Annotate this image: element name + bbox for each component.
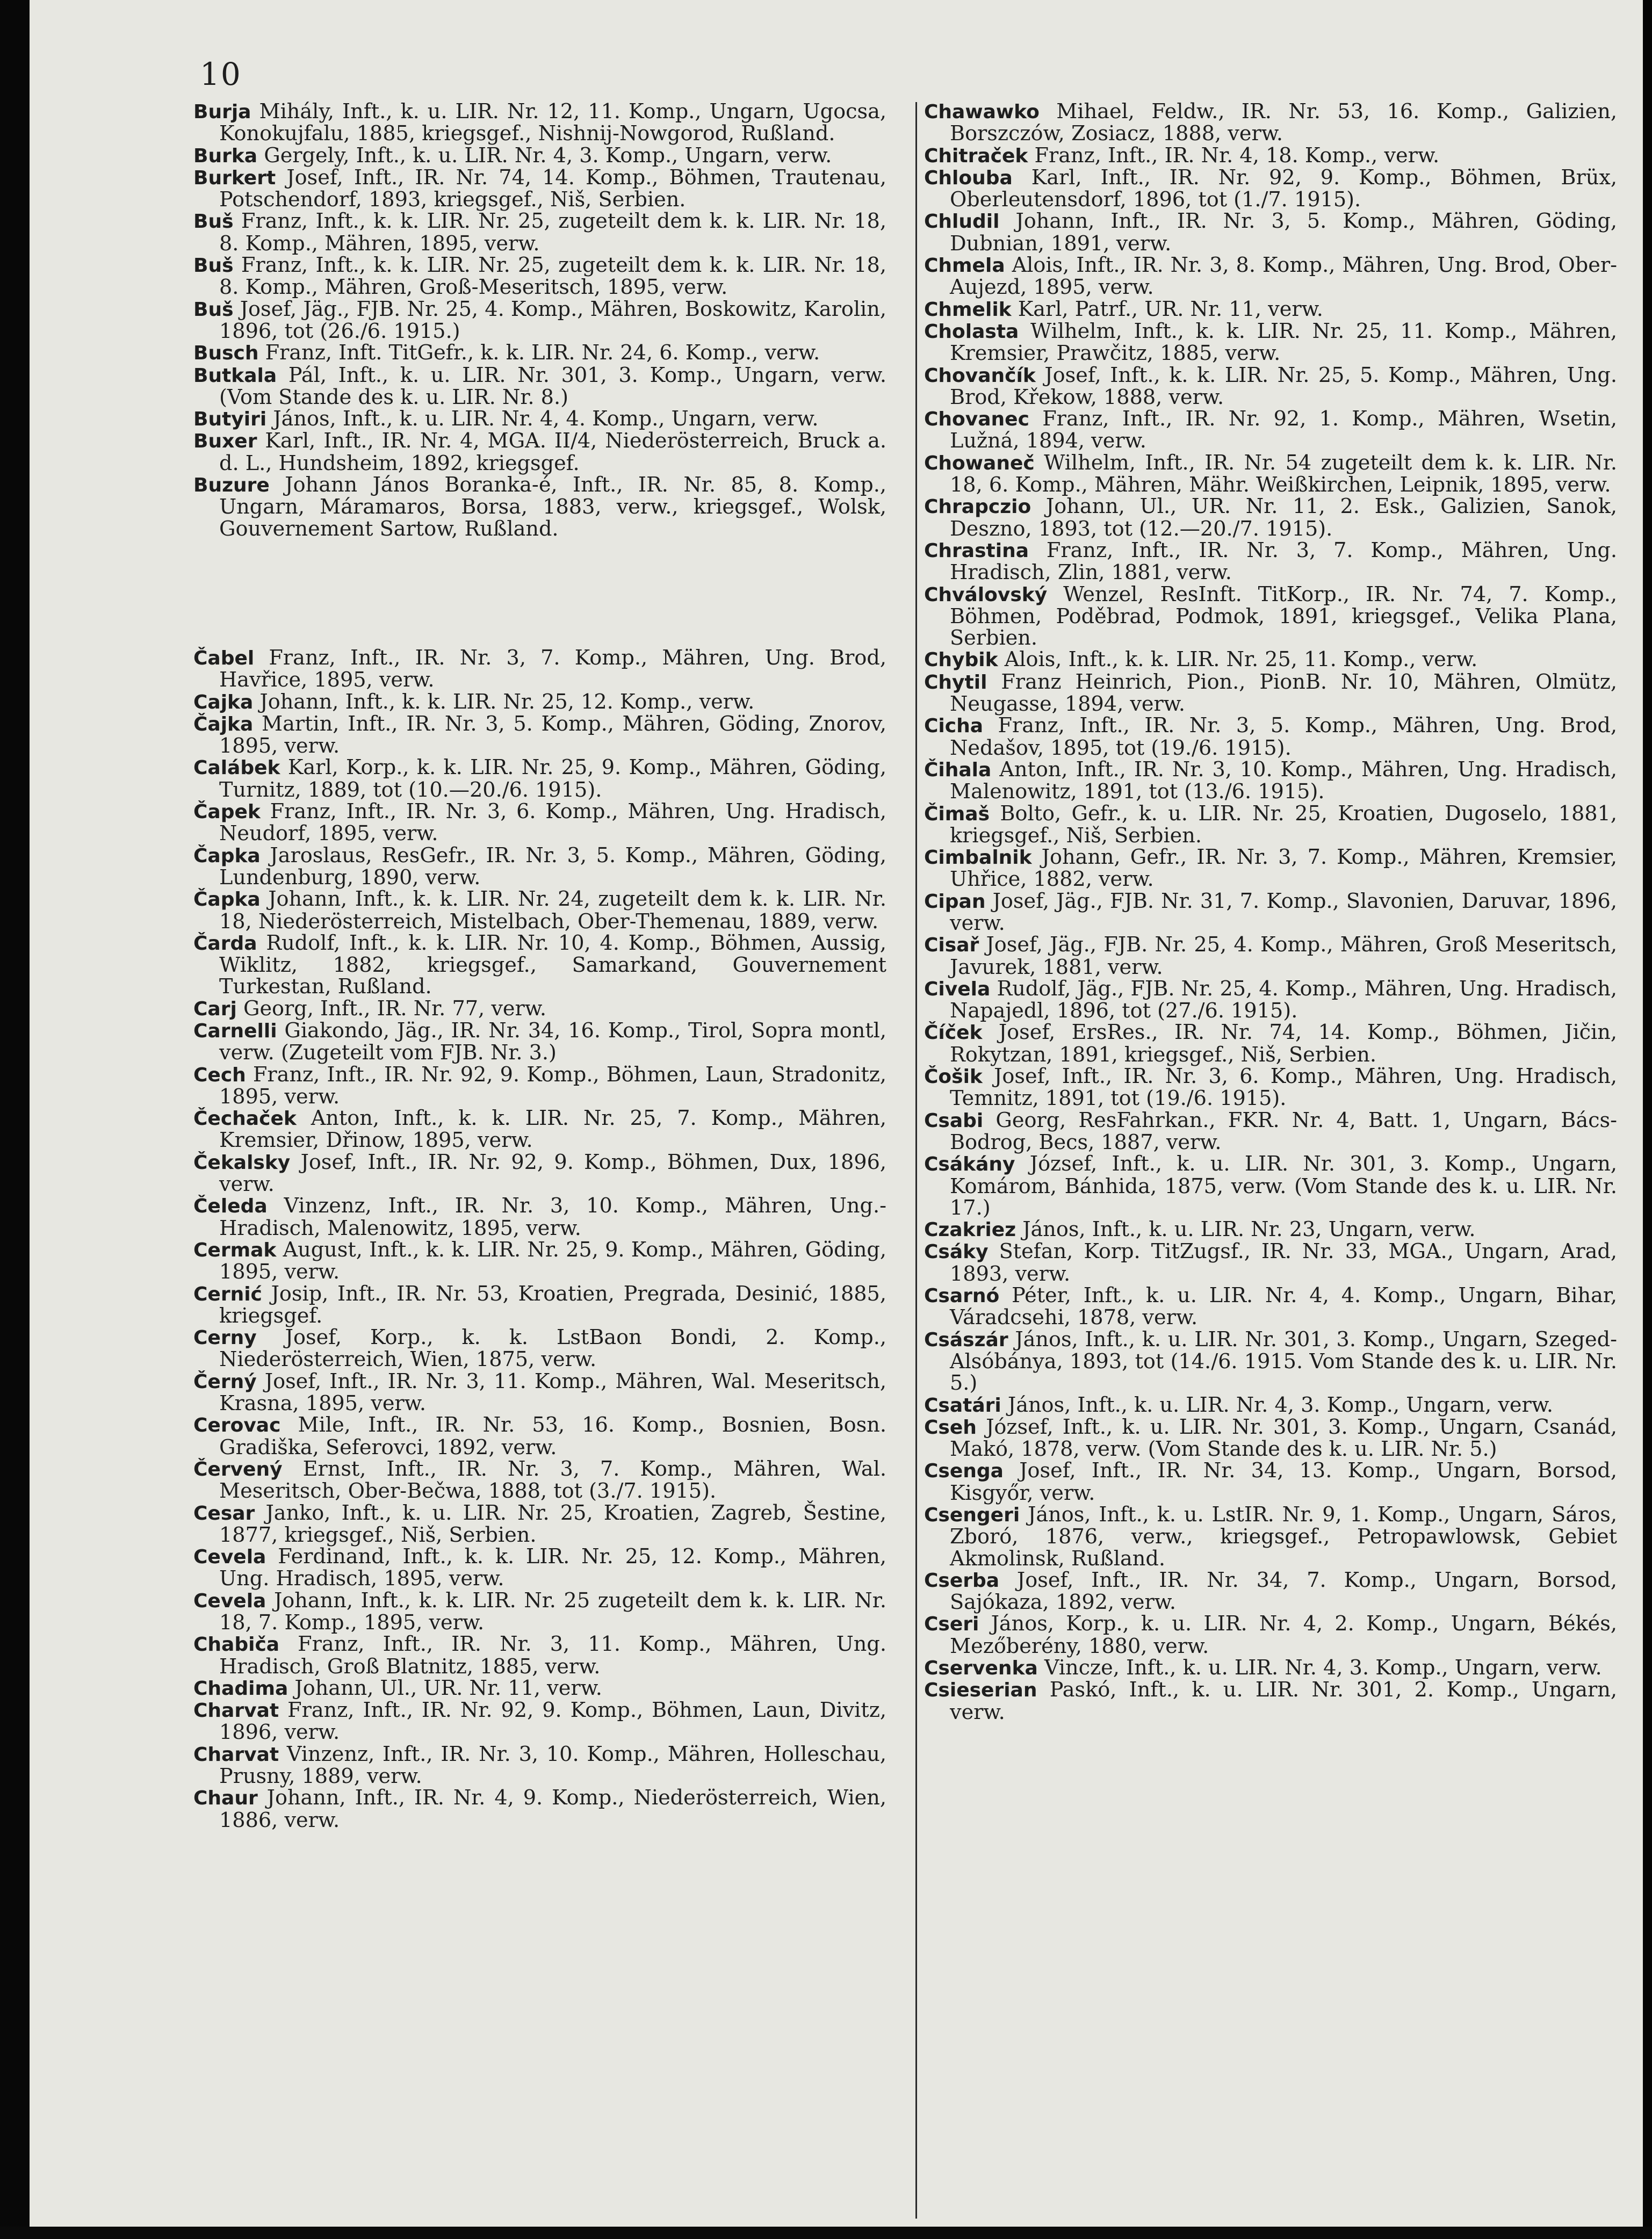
entry-details: Josef, Korp., k. k. LstBaon Bondi, 2. Komp., Niederösterreich, Wien, 1875, verw. xyxy=(219,1326,886,1372)
entry-surname: Csatári xyxy=(924,1394,1001,1417)
entry-surname: Csieserian xyxy=(924,1679,1037,1702)
entry-details: Josef, Inft., k. k. LIR. Nr. 25, 5. Komp., Mähren, Ung. Brod, Křekow, 1888, verw. xyxy=(950,363,1617,409)
entry-details: Karl, Patrf., UR. Nr. 11, verw. xyxy=(1011,297,1323,321)
register-entry xyxy=(193,1744,886,1788)
entry-group-c xyxy=(193,647,886,1831)
entry-surname: Charvat xyxy=(193,1743,279,1766)
register-entry xyxy=(193,145,886,167)
entry-surname: Czakriez xyxy=(924,1219,1016,1241)
register-entry xyxy=(924,167,1617,211)
register-entry xyxy=(193,299,886,343)
entry-details: Stefan, Korp. TitZugsf., IR. Nr. 33, MGA., Ungarn, Arad, 1893, verw. xyxy=(950,1240,1617,1286)
entry-surname: Csenga xyxy=(924,1460,1004,1483)
register-entry xyxy=(924,365,1617,409)
entry-details: Josef, Jäg., FJB. Nr. 31, 7. Komp., Slavonien, Daruvar, 1896, verw. xyxy=(950,889,1617,935)
entry-surname: Čošik xyxy=(924,1066,983,1088)
register-entry xyxy=(193,845,886,889)
entry-surname: Charvat xyxy=(193,1700,279,1722)
register-entry xyxy=(924,1219,1617,1241)
entry-details: Johann, Gefr., IR. Nr. 3, 7. Komp., Mähren, Kremsier, Uhřice, 1882, verw. xyxy=(950,846,1617,892)
entry-surname: Čekalsky xyxy=(193,1151,291,1174)
register-entry xyxy=(193,1546,886,1590)
register-entry xyxy=(924,496,1617,540)
entry-details: Martin, Inft., IR. Nr. 3, 5. Komp., Mähren, Göding, Znorov, 1895, verw. xyxy=(219,712,886,759)
entry-details: Gergely, Inft., k. u. LIR. Nr. 4, 3. Komp., Ungarn, verw. xyxy=(257,143,832,168)
scan-border-left xyxy=(0,0,30,2239)
entry-surname: Cipan xyxy=(924,890,986,913)
register-entry xyxy=(924,803,1617,847)
register-entry xyxy=(193,1503,886,1547)
entry-surname: Butyiri xyxy=(193,408,267,431)
entry-details: Franz, Inft., k. k. LIR. Nr. 25, zugeteilt dem k. k. LIR. Nr. 18, 8. Komp., Mähren, Groß-Meseritsch, 1895, verw. xyxy=(219,254,886,300)
entry-details: Johann, Inft., k. k. LIR. Nr. 25, 12. Komp., verw. xyxy=(253,690,755,714)
register-entry xyxy=(193,1283,886,1327)
entry-surname: Buš xyxy=(193,255,234,277)
entry-details: Karl, Inft., IR. Nr. 92, 9. Komp., Böhmen, Brüx, Oberleutensdorf, 1896, tot (1./7. 1915). xyxy=(950,165,1617,212)
entry-surname: Csákány xyxy=(924,1153,1015,1176)
register-entry xyxy=(193,691,886,713)
entry-details: Josef, Inft., IR. Nr. 34, 13. Komp., Ungarn, Borsod, Kisgyőr, verw. xyxy=(950,1459,1617,1505)
register-entry xyxy=(193,430,886,474)
entry-surname: Civela xyxy=(924,978,991,1000)
entry-details: Janko, Inft., k. u. LIR. Nr. 25, Kroatien, Zagreb, Šestine, 1877, kriegsgef., Niš, Serbien. xyxy=(219,1501,886,1547)
entry-surname: Chovančík xyxy=(924,364,1036,387)
entry-details: Vinzenz, Inft., IR. Nr. 3, 10. Komp., Mähren, Holleschau, Prusny, 1889, verw. xyxy=(219,1742,886,1789)
register-entry xyxy=(924,1395,1617,1417)
register-entry xyxy=(924,671,1617,716)
left-column xyxy=(193,101,886,1831)
entry-details: Mile, Inft., IR. Nr. 53, 16. Komp., Bosnien, Bosn. Gradiška, Seferovci, 1892, verw. xyxy=(219,1413,886,1460)
entry-details: Rudolf, Jäg., FJB. Nr. 25, 4. Komp., Mähren, Ung. Hradisch, Napajedl, 1896, tot (27./6. 1915). xyxy=(950,977,1617,1023)
entry-details: Josip, Inft., IR. Nr. 53, Kroatien, Pregrada, Desinić, 1885, kriegsgef. xyxy=(219,1282,886,1328)
entry-details: Georg, Inft., IR. Nr. 77, verw. xyxy=(236,996,547,1021)
register-entry xyxy=(193,167,886,211)
entry-surname: Chrastina xyxy=(924,539,1029,562)
entry-details: Wenzel, ResInft. TitKorp., IR. Nr. 74, 7. Komp., Böhmen, Poděbrad, Podmok, 1891, kriegsgef., Velika Plana, Serbien. xyxy=(950,582,1617,651)
register-entry xyxy=(924,299,1617,321)
register-entry xyxy=(924,540,1617,584)
register-entry xyxy=(193,1195,886,1239)
entry-details: Ferdinand, Inft., k. k. LIR. Nr. 25, 12. Komp., Mähren, Ung. Hradisch, 1895, verw. xyxy=(219,1545,886,1591)
entry-details: János, Korp., k. u. LIR. Nr. 4, 2. Komp., Ungarn, Békés, Mezőberény, 1880, verw. xyxy=(950,1612,1617,1658)
register-entry xyxy=(193,713,886,757)
entry-details: Johann, Ul., UR. Nr. 11, verw. xyxy=(288,1676,602,1700)
entry-details: Franz, Inft., IR. Nr. 92, 1. Komp., Mähren, Wsetin, Lužná, 1894, verw. xyxy=(950,407,1617,453)
entry-surname: Čarda xyxy=(193,932,257,955)
section-gap xyxy=(193,540,886,647)
register-entry xyxy=(924,847,1617,891)
entry-surname: Cajka xyxy=(193,691,254,713)
register-entry xyxy=(193,255,886,299)
entry-details: Franz Heinrich, Pion., PionB. Nr. 10, Mähren, Olmütz, Neugasse, 1894, verw. xyxy=(950,670,1617,717)
entry-details: Alois, Inft., IR. Nr. 3, 8. Komp., Mähren, Ung. Brod, Ober-Aujezd, 1895, verw. xyxy=(950,254,1617,300)
entry-details: János, Inft., k. u. LIR. Nr. 301, 3. Komp., Ungarn, Szeged-Alsóbánya, 1893, tot (14./6. 1915. Vom Stande des k. u. LIR. Nr. 5.) xyxy=(950,1327,1617,1396)
register-entry xyxy=(193,342,886,364)
entry-surname: Chytil xyxy=(924,671,987,694)
entry-details: Franz, Inft., IR. Nr. 3, 7. Komp., Mähren, Ung. Hradisch, Zlin, 1881, verw. xyxy=(950,538,1617,585)
entry-details: Josef, ErsRes., IR. Nr. 74, 14. Komp., Böhmen, Jičin, Rokytzan, 1891, kriegsgef., Niš, Serbien. xyxy=(950,1021,1617,1067)
entry-details: Josef, Jäg., FJB. Nr. 25, 4. Komp., Mähren, Boskowitz, Karolin, 1896, tot (26./6. 1915.) xyxy=(219,297,886,343)
entry-surname: Čapka xyxy=(193,844,261,867)
entry-surname: Chaur xyxy=(193,1787,258,1810)
entry-details: Paskó, Inft., k. u. LIR. Nr. 301, 2. Komp., Ungarn, verw. xyxy=(950,1678,1617,1724)
entry-surname: Čajka xyxy=(193,713,254,735)
register-entry xyxy=(924,1504,1617,1570)
entry-surname: Čabel xyxy=(193,647,255,669)
entry-surname: Csáky xyxy=(924,1241,989,1263)
register-entry xyxy=(924,1285,1617,1329)
entry-group-b xyxy=(193,101,886,540)
entry-surname: Čechaček xyxy=(193,1108,297,1130)
entry-details: Wilhelm, Inft., IR. Nr. 54 zugeteilt dem k. k. LIR. Nr. 18, 6. Komp., Mähren, Mähr. Weißkirchen, Leipnik, 1895, verw. xyxy=(950,451,1617,497)
register-entry xyxy=(193,1678,886,1700)
entry-details: Péter, Inft., k. u. LIR. Nr. 4, 4. Komp., Ungarn, Bihar, Váradcsehi, 1878, verw. xyxy=(950,1284,1617,1330)
entry-surname: Császár xyxy=(924,1328,1008,1351)
scan-border-bottom xyxy=(0,2227,1652,2239)
entry-details: Josef, Inft., IR. Nr. 34, 7. Komp., Ungarn, Borsod, Sajókaza, 1892, verw. xyxy=(950,1568,1617,1615)
entry-details: Karl, Korp., k. k. LIR. Nr. 25, 9. Komp., Mähren, Göding, Turnitz, 1889, tot (10.—20./6. 1915). xyxy=(219,756,886,802)
entry-details: Vinzenz, Inft., IR. Nr. 3, 10. Komp., Mähren, Ung.-Hradisch, Malenowitz, 1895, verw. xyxy=(219,1194,886,1240)
register-entry xyxy=(193,757,886,801)
register-entry xyxy=(193,1700,886,1744)
entry-surname: Chowaneč xyxy=(924,452,1035,474)
entry-surname: Čeleda xyxy=(193,1195,268,1218)
entry-surname: Buš xyxy=(193,211,234,233)
entry-details: Josef, Jäg., FJB. Nr. 25, 4. Komp., Mähren, Groß Meseritsch, Javurek, 1881, verw. xyxy=(950,933,1617,979)
register-entry xyxy=(924,1657,1617,1679)
entry-surname: Červený xyxy=(193,1458,283,1480)
register-entry xyxy=(924,1110,1617,1154)
register-entry xyxy=(924,934,1617,978)
register-entry xyxy=(924,255,1617,299)
entry-details: Ernst, Inft., IR. Nr. 3, 7. Komp., Mähren, Wal. Meseritsch, Ober-Bečwa, 1888, tot (3./7. 1915). xyxy=(219,1457,886,1504)
entry-details: Giakondo, Jäg., IR. Nr. 34, 16. Komp., Tirol, Sopra montl, verw. (Zugeteilt vom FJB. Nr. 3.) xyxy=(219,1019,886,1065)
entry-surname: Buxer xyxy=(193,430,257,453)
entry-surname: Cisař xyxy=(924,934,979,957)
entry-details: Mihály, Inft., k. u. LIR. Nr. 12, 11. Komp., Ungarn, Ugocsa, Konokujfalu, 1885, kriegsgef., Nishnij-Nowgorod, Rußland. xyxy=(219,100,886,146)
entry-surname: Cernić xyxy=(193,1283,262,1305)
entry-surname: Chrapczio xyxy=(924,496,1031,518)
entry-details: August, Inft., k. k. LIR. Nr. 25, 9. Komp., Mähren, Göding, 1895, verw. xyxy=(219,1238,886,1284)
entry-details: János, Inft., k. u. LstIR. Nr. 9, 1. Komp., Ungarn, Sáros, Zboró, 1876, verw., kriegsgef., Petropawlowsk, Gebiet Akmolinsk, Rußland. xyxy=(950,1503,1617,1571)
entry-surname: Čapka xyxy=(193,889,261,911)
scan-border-right xyxy=(1643,0,1652,2239)
entry-details: János, Inft., k. u. LIR. Nr. 23, Ungarn, verw. xyxy=(1016,1218,1476,1242)
register-entry xyxy=(924,211,1617,255)
entry-surname: Buzure xyxy=(193,474,270,497)
entry-surname: Cesar xyxy=(193,1502,255,1525)
entry-surname: Buš xyxy=(193,298,234,321)
entry-surname: Burkert xyxy=(193,167,276,189)
register-entry xyxy=(193,1590,886,1634)
register-entry xyxy=(924,1417,1617,1461)
entry-surname: Cicha xyxy=(924,715,984,738)
entry-details: János, Inft., k. u. LIR. Nr. 4, 3. Komp., Ungarn, verw. xyxy=(1001,1393,1554,1417)
entry-details: Johann, Ul., UR. Nr. 11, 2. Esk., Galizien, Sanok, Deszno, 1893, tot (12.—20./7. 1915). xyxy=(950,495,1617,541)
register-entry xyxy=(924,452,1617,496)
entry-surname: Calábek xyxy=(193,757,280,779)
entry-surname: Cseh xyxy=(924,1416,977,1439)
register-entry xyxy=(193,1020,886,1064)
register-entry xyxy=(924,321,1617,365)
register-entry xyxy=(193,211,886,255)
entry-details: Georg, ResFahrkan., FKR. Nr. 4, Batt. 1, Ungarn, Bács-Bodrog, Becs, 1887, verw. xyxy=(950,1108,1617,1154)
entry-surname: Chmela xyxy=(924,255,1005,277)
entry-details: Josef, Inft., IR. Nr. 74, 14. Komp., Böhmen, Trautenau, Potschendorf, 1893, kriegsgef., Niš, Serbien. xyxy=(219,165,886,212)
entry-surname: Carj xyxy=(193,998,237,1020)
entry-details: Bolto, Gefr., k. u. LIR. Nr. 25, Kroatien, Dugoselo, 1881, kriegsgef., Niš, Serbien. xyxy=(950,801,1617,848)
register-entry xyxy=(193,998,886,1020)
register-entry xyxy=(193,933,886,998)
entry-surname: Chitraček xyxy=(924,145,1028,167)
entry-details: Mihael, Feldw., IR. Nr. 53, 16. Komp., Galizien, Borszczów, Zosiacz, 1888, verw. xyxy=(950,100,1617,146)
register-entry xyxy=(924,891,1617,935)
register-entry xyxy=(924,978,1617,1022)
entry-details: Johann, Inft., IR. Nr. 4, 9. Komp., Niederösterreich, Wien, 1886, verw. xyxy=(219,1786,886,1832)
register-entry xyxy=(924,1066,1617,1110)
register-entry xyxy=(193,101,886,145)
entry-group-right xyxy=(924,101,1617,1723)
entry-details: Franz, Inft. TitGefr., k. k. LIR. Nr. 24, 6. Komp., verw. xyxy=(258,341,820,365)
register-entry xyxy=(193,889,886,933)
page-number: 10 xyxy=(200,56,242,92)
entry-surname: Čapek xyxy=(193,801,261,824)
entry-surname: Csarnó xyxy=(924,1285,1000,1308)
entry-surname: Cserba xyxy=(924,1569,1000,1592)
register-entry xyxy=(193,1108,886,1152)
entry-details: Johann, Inft., k. k. LIR. Nr. 25 zugeteilt dem k. k. LIR. Nr. 18, 7. Komp., 1895, verw. xyxy=(219,1588,886,1635)
register-entry xyxy=(924,145,1617,167)
entry-details: Johann, Inft., k. k. LIR. Nr. 24, zugeteilt dem k. k. LIR. Nr. 18, Niederösterreich, Mistelbach, Ober-Themenau, 1889, verw. xyxy=(219,887,886,934)
entry-details: Alois, Inft., k. k. LIR. Nr. 25, 11. Komp., verw. xyxy=(998,648,1478,672)
register-entry xyxy=(924,1022,1617,1066)
entry-surname: Černý xyxy=(193,1370,257,1393)
entry-surname: Chybik xyxy=(924,649,998,671)
entry-details: Franz, Inft., IR. Nr. 92, 9. Komp., Böhmen, Laun, Stradonitz, 1895, verw. xyxy=(219,1063,886,1109)
entry-surname: Cerny xyxy=(193,1327,257,1349)
entry-surname: Cerovac xyxy=(193,1414,281,1437)
register-entry xyxy=(193,647,886,691)
register-entry xyxy=(924,1679,1617,1723)
entry-surname: Chawawko xyxy=(924,101,1040,123)
entry-surname: Chludil xyxy=(924,211,1000,233)
register-entry xyxy=(924,759,1617,803)
entry-details: Franz, Inft., IR. Nr. 3, 7. Komp., Mähren, Ung. Brod, Havřice, 1895, verw. xyxy=(219,646,886,692)
entry-surname: Butkala xyxy=(193,364,277,387)
entry-details: Karl, Inft., IR. Nr. 4, MGA. II/4, Niederösterreich, Bruck a. d. L., Hundsheim, 1892, kriegsgef. xyxy=(219,429,886,475)
entry-surname: Chlouba xyxy=(924,167,1013,189)
entry-surname: Cseri xyxy=(924,1613,979,1636)
entry-surname: Burka xyxy=(193,145,258,167)
entry-surname: Cermak xyxy=(193,1239,277,1261)
entry-details: Franz, Inft., IR. Nr. 3, 11. Komp., Mähren, Ung. Hradisch, Groß Blatnitz, 1885, verw. xyxy=(219,1633,886,1679)
entry-surname: Cholasta xyxy=(924,320,1019,343)
entry-details: Josef, Inft., IR. Nr. 3, 11. Komp., Mähren, Wal. Meseritsch, Krasna, 1895, verw. xyxy=(219,1369,886,1416)
entry-details: Franz, Inft., IR. Nr. 3, 5. Komp., Mähren, Ung. Brod, Nedašov, 1895, tot (19./6. 1915). xyxy=(950,714,1617,760)
entry-surname: Cech xyxy=(193,1064,246,1086)
register-entry xyxy=(924,1241,1617,1285)
entry-surname: Čimaš xyxy=(924,803,990,825)
entry-details: János, Inft., k. u. LIR. Nr. 4, 4. Komp., Ungarn, verw. xyxy=(266,407,819,431)
entry-details: József, Inft., k. u. LIR. Nr. 301, 3. Komp., Ungarn, Csanád, Makó, 1878, verw. (Vom Stande des k. u. LIR. Nr. 5.) xyxy=(950,1415,1617,1462)
entry-surname: Chmelik xyxy=(924,298,1012,321)
entry-details: Franz, Inft., k. k. LIR. Nr. 25, zugeteilt dem k. k. LIR. Nr. 18, 8. Komp., Mähren, 1895, verw. xyxy=(219,210,886,256)
register-entry xyxy=(193,408,886,430)
entry-surname: Cservenka xyxy=(924,1657,1038,1680)
entry-surname: Carnelli xyxy=(193,1020,277,1042)
register-entry xyxy=(193,1414,886,1458)
entry-surname: Čihala xyxy=(924,759,992,781)
register-entry xyxy=(924,1570,1617,1614)
register-entry xyxy=(924,408,1617,452)
register-entry xyxy=(193,1064,886,1108)
entry-details: Johann János Boranka-é, Inft., IR. Nr. 85, 8. Komp., Ungarn, Máramaros, Borsa, 1883, verw., kriegsgef., Wolsk, Gouvernement Sartow, Rußland. xyxy=(219,473,886,541)
register-entry xyxy=(193,1634,886,1678)
entry-details: Josef, Inft., IR. Nr. 3, 6. Komp., Mähren, Ung. Hradisch, Temnitz, 1891, tot (19./6. 1915). xyxy=(950,1065,1617,1111)
entry-details: Franz, Inft., IR. Nr. 4, 18. Komp., verw. xyxy=(1028,143,1440,168)
register-entry xyxy=(924,1613,1617,1657)
register-entry xyxy=(924,101,1617,145)
register-entry xyxy=(924,649,1617,671)
entry-details: Jaroslaus, ResGefr., IR. Nr. 3, 5. Komp., Mähren, Göding, Lundenburg, 1890, verw. xyxy=(219,843,886,890)
entry-surname: Chovanec xyxy=(924,408,1029,431)
entry-surname: Cevela xyxy=(193,1590,266,1612)
entry-surname: Cevela xyxy=(193,1546,266,1569)
entry-details: Franz, Inft., IR. Nr. 3, 6. Komp., Mähren, Ung. Hradisch, Neudorf, 1895, verw. xyxy=(219,800,886,846)
register-entry xyxy=(193,365,886,409)
entry-surname: Chabiča xyxy=(193,1634,280,1656)
register-entry xyxy=(924,1329,1617,1395)
entry-details: Pál, Inft., k. u. LIR. Nr. 301, 3. Komp., Ungarn, verw. (Vom Stande des k. u. LIR. Nr. 8.) xyxy=(219,363,886,409)
entry-surname: Číček xyxy=(924,1022,983,1044)
right-column xyxy=(924,101,1617,1723)
register-entry xyxy=(193,1371,886,1415)
register-entry xyxy=(193,1787,886,1831)
entry-surname: Busch xyxy=(193,342,259,365)
entry-details: Wilhelm, Inft., k. k. LIR. Nr. 25, 11. Komp., Mähren, Kremsier, Prawčitz, 1885, verw. xyxy=(950,319,1617,366)
entry-surname: Burja xyxy=(193,101,251,123)
entry-details: Anton, Inft., IR. Nr. 3, 10. Komp., Mähren, Ung. Hradisch, Malenowitz, 1891, tot (13./6. 1915). xyxy=(950,757,1617,804)
entry-surname: Cimbalnik xyxy=(924,847,1032,869)
entry-surname: Csabi xyxy=(924,1109,984,1132)
register-entry xyxy=(193,1239,886,1283)
entry-details: Rudolf, Inft., k. k. LIR. Nr. 10, 4. Komp., Böhmen, Aussig, Wiklitz, 1882, kriegsgef., Samarkand, Gouvernement Turkestan, Rußland. xyxy=(219,931,886,999)
register-entry xyxy=(924,715,1617,759)
register-entry xyxy=(193,1327,886,1371)
register-entry xyxy=(193,474,886,540)
register-entry xyxy=(924,1460,1617,1504)
entry-surname: Csengeri xyxy=(924,1504,1020,1526)
entry-surname: Chadima xyxy=(193,1677,288,1700)
entry-details: Anton, Inft., k. k. LIR. Nr. 25, 7. Komp., Mähren, Kremsier, Dřinow, 1895, verw. xyxy=(219,1107,886,1153)
column-divider xyxy=(915,102,917,2219)
register-entry xyxy=(924,1153,1617,1219)
entry-surname: Chválovský xyxy=(924,583,1048,606)
register-entry xyxy=(193,1152,886,1196)
entry-details: József, Inft., k. u. LIR. Nr. 301, 3. Komp., Ungarn, Komárom, Bánhida, 1875, verw. (Vom Stande des k. u. LIR. Nr. 17.) xyxy=(950,1152,1617,1220)
register-entry xyxy=(924,584,1617,649)
entry-details: Franz, Inft., IR. Nr. 92, 9. Komp., Böhmen, Laun, Divitz, 1896, verw. xyxy=(219,1699,886,1745)
register-entry xyxy=(193,1458,886,1503)
entry-details: Josef, Inft., IR. Nr. 92, 9. Komp., Böhmen, Dux, 1896, verw. xyxy=(219,1150,886,1197)
entry-details: Vincze, Inft., k. u. LIR. Nr. 4, 3. Komp., Ungarn, verw. xyxy=(1037,1656,1602,1680)
register-entry xyxy=(193,801,886,845)
entry-details: Johann, Inft., IR. Nr. 3, 5. Komp., Mähren, Göding, Dubnian, 1891, verw. xyxy=(950,210,1617,256)
